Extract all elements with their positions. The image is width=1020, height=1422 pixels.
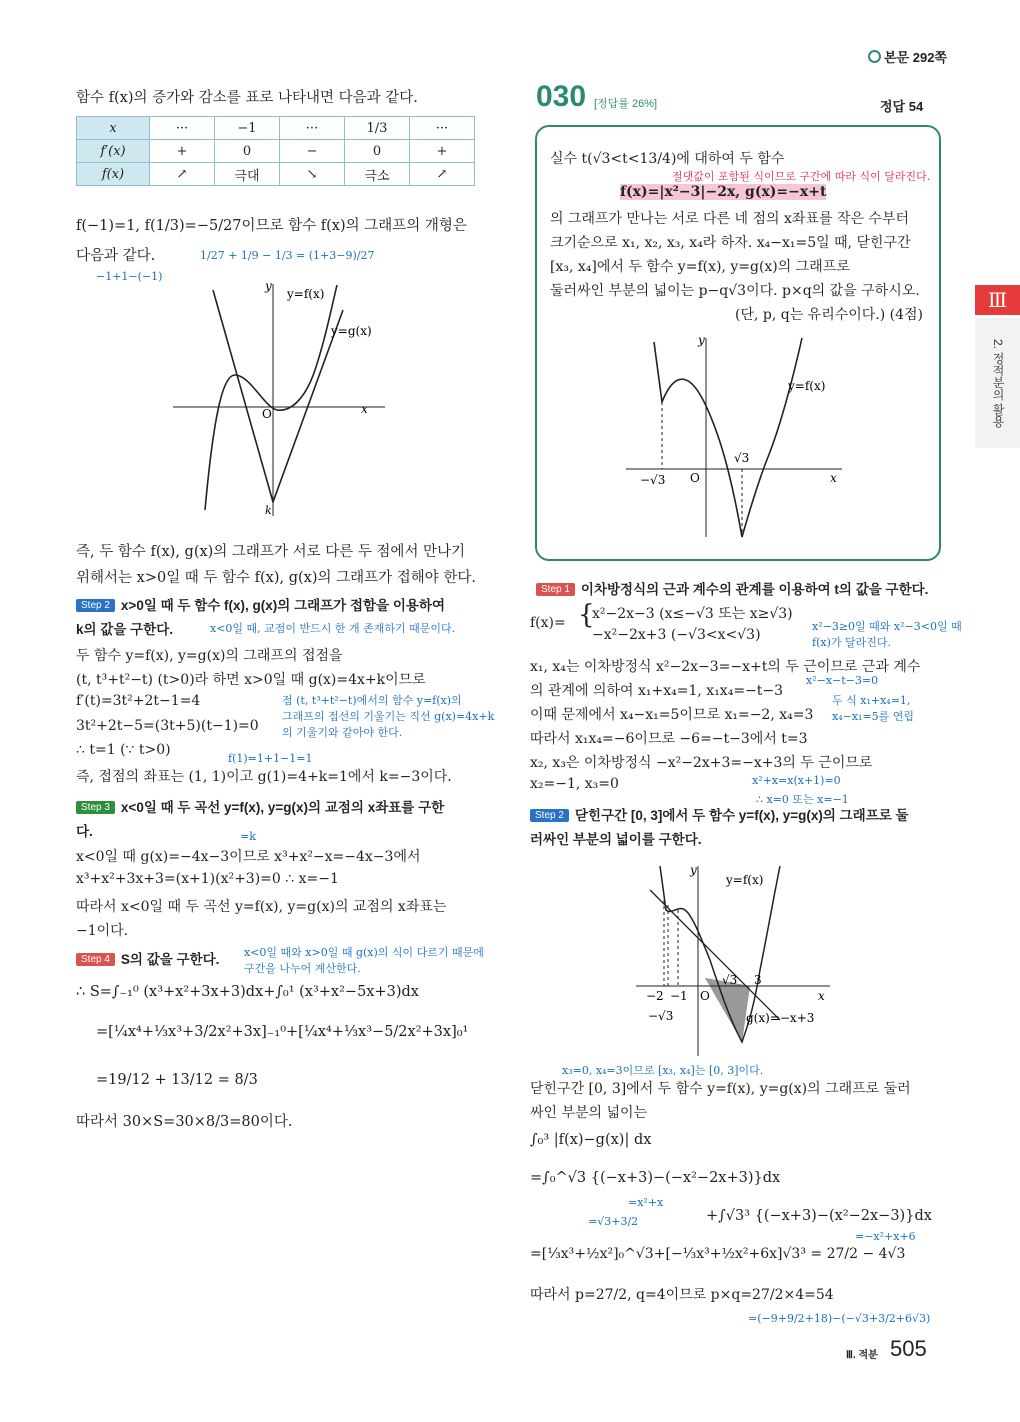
solution-line: x³+x²+3x+3=(x+1)(x²+3)=0 ∴ x=−1 — [76, 871, 339, 887]
problem-line: 실수 t(√3<t<13/4)에 대하여 두 함수 — [550, 151, 785, 167]
solution-line: 따라서 x<0일 때 두 곡선 y=f(x), y=g(x)의 교점의 x좌표는 — [76, 899, 447, 915]
step-badge: Step 3 — [76, 801, 115, 814]
annotation-note: 의 기울기와 같아야 한다. — [282, 726, 403, 739]
paragraph: 즉, 두 함수 f(x), g(x)의 그래프가 서로 다른 두 점에서 만나기 — [76, 544, 466, 560]
solution-line: 즉, 접점의 좌표는 (1, 1)이고 g(1)=4+k=1에서 k=−3이다. — [76, 769, 452, 785]
y-label: y — [265, 280, 272, 293]
table-cell: ↗ — [410, 163, 475, 186]
solution-line: x₂=−1, x₃=0 — [530, 776, 619, 792]
table-cell: + — [410, 140, 475, 163]
page-ref-text: 본문 292쪽 — [884, 50, 947, 65]
step-title: 이차방정식의 근과 계수의 관계를 이용하여 t의 값을 구한다. — [580, 582, 929, 597]
problem-line: 의 그래프가 만나는 서로 다른 네 점의 x좌표를 작은 수부터 — [550, 211, 909, 227]
answer-rate: [정답률 26%] — [594, 98, 658, 110]
solution-line: ∴ t=1 (∵ t>0) — [76, 742, 171, 758]
annotation-note: f(x)가 달라진다. — [812, 636, 891, 649]
origin-label: O — [262, 407, 272, 421]
table-row — [77, 163, 475, 186]
annotation-note: x₃=0, x₄=3이므로 [x₃, x₄]는 [0, 3]이다. — [562, 1064, 764, 1077]
step-badge: Step 2 — [76, 599, 115, 612]
step-title: 닫힌구간 [0, 3]에서 두 함수 y=f(x), y=g(x)의 그래프로 둘 — [574, 808, 909, 823]
paragraph: f(−1)=1, f(1/3)=−5/27이므로 함수 f(x)의 그래프의 개형은 — [76, 218, 467, 234]
x-label: x — [361, 402, 368, 416]
solution-line: 따라서 p=27/2, q=4이므로 p×q=27/2×4=54 — [530, 1287, 834, 1303]
tick-label: −√3 — [648, 1009, 674, 1023]
annotation-note: ∴ x=0 또는 x=−1 — [756, 793, 849, 806]
annotation-note: =x²+x — [628, 1196, 664, 1209]
step-badge: Step 1 — [536, 583, 575, 596]
annotation-note: =√3+3/2 — [588, 1215, 639, 1228]
curve-f-label: y=f(x) — [287, 287, 325, 301]
piecewise-f-label: f(x)= — [530, 615, 566, 631]
x-label: x — [818, 989, 825, 1003]
annotation-note: 두 식 x₁+x₄=1, — [832, 694, 911, 707]
table-cell: 극소 — [345, 163, 410, 186]
answer-label: 정답 54 — [880, 99, 924, 114]
page-ref — [868, 47, 947, 66]
annotation-note: −1+1−(−1) — [96, 270, 163, 283]
solution-line: =[⅓x³+½x²]₀^√3+[−⅓x³+½x²+6x]√3³ = 27/2 − 4√3 — [530, 1246, 906, 1262]
annotation-note: x₄−x₁=5를 연립 — [832, 710, 915, 723]
solution-line: =∫₀^√3 {(−x+3)−(−x²−2x+3)}dx — [530, 1170, 781, 1186]
annotation-note: 구간을 나누어 계산한다. — [244, 962, 361, 975]
tick-label: −√3 — [640, 473, 666, 487]
line-g-label: g(x)=−x+3 — [746, 1011, 815, 1025]
step-badge: Step 2 — [530, 809, 569, 822]
step-title-cont: k의 값을 구한다. — [76, 622, 174, 637]
table-cell: ··· — [410, 117, 475, 140]
function-definition: f(x)=|x²−3|−2x, g(x)=−x+t — [620, 184, 827, 200]
table-cell: 0 — [215, 140, 280, 163]
y-label: y — [698, 333, 705, 347]
annotation-note: x²−x−t−3=0 — [806, 674, 879, 687]
step2-heading — [76, 594, 445, 614]
tick-label: −1 — [670, 989, 688, 1003]
solution-line: x<0일 때 g(x)=−4x−3이므로 x³+x²−x=−4x−3에서 — [76, 849, 421, 865]
brace-icon: { — [578, 600, 595, 630]
origin-label: O — [690, 471, 700, 485]
step3-heading — [76, 796, 444, 816]
solution-line: 닫힌구간 [0, 3]에서 두 함수 y=f(x), y=g(x)의 그래프로 둘러 — [530, 1081, 911, 1097]
table-cell: x — [77, 117, 150, 140]
problem-line: 크기순으로 x₁, x₂, x₃, x₄라 하자. x₄−x₁=5일 때, 닫힌구간 — [550, 235, 911, 251]
step-title: x>0일 때 두 함수 f(x), g(x)의 그래프가 접함을 이용하여 — [120, 598, 446, 613]
step-badge: Step 4 — [76, 953, 115, 966]
problem-line: [x₃, x₄]에서 두 함수 y=f(x), y=g(x)의 그래프로 — [550, 259, 850, 275]
table-cell: ··· — [280, 117, 345, 140]
table-row — [77, 140, 475, 163]
tick-label: √3 — [722, 973, 738, 987]
step-title: x<0일 때 두 곡선 y=f(x), y=g(x)의 교점의 x좌표를 구한 — [120, 800, 445, 815]
solution-line: x₂, x₃은 이차방정식 −x²−2x+3=−x+3의 두 근이므로 — [530, 755, 873, 771]
curve-f — [205, 285, 337, 510]
table-cell: − — [280, 140, 345, 163]
table-cell: ↘ — [280, 163, 345, 186]
solution-line: 의 관계에 의하여 x₁+x₄=1, x₁x₄=−t−3 — [530, 683, 784, 699]
solution-line: x₁, x₄는 이차방정식 x²−2x−3=−x+t의 두 근이므로 근과 계수 — [530, 659, 921, 675]
table-cell: 0 — [345, 140, 410, 163]
chapter-tab: Ⅲ — [975, 285, 1020, 315]
solution-line: ∴ S=∫₋₁⁰ (x³+x²+3x+3)dx+∫₀¹ (x³+x²−5x+3)dx — [76, 984, 419, 1000]
origin-label: O — [700, 989, 710, 1003]
circle-bullet-icon — [868, 50, 881, 63]
problem-line: 둘러싸인 부분의 넓이는 p−q√3이다. p×q의 값을 구하시오. — [550, 283, 920, 299]
table-cell: 1/3 — [345, 117, 410, 140]
solution-line: 3t²+2t−5=(3t+5)(t−1)=0 — [76, 718, 259, 734]
annotation-note: =−x²+x+6 — [855, 1230, 916, 1243]
annotation-note: x²+x=x(x+1)=0 — [752, 774, 841, 787]
page-number: 505 — [890, 1336, 927, 1361]
piecewise-case: −x²−2x+3 (−√3<x<√3) — [592, 627, 761, 643]
intro-text: 함수 f(x)의 증가와 감소를 표로 나타내면 다음과 같다. — [76, 90, 418, 106]
section-side-label: 2. 정적분의 활용 — [975, 318, 1020, 448]
table-cell: f′(x) — [77, 140, 150, 163]
solution-line: ∫₀³ |f(x)−g(x)| dx — [530, 1132, 652, 1148]
table-cell: f(x) — [77, 163, 150, 186]
table-cell: ↗ — [150, 163, 215, 186]
problem-number: 030 — [536, 80, 587, 113]
graph-area-region — [630, 860, 840, 1060]
annotation-note: x<0일 때와 x>0일 때 g(x)의 식이 다르기 때문에 — [244, 946, 484, 959]
paragraph: 다음과 같다. — [76, 248, 156, 264]
tick-label: 3 — [754, 973, 762, 987]
table-cell: 극대 — [215, 163, 280, 186]
solution-line: =[¼x⁴+⅓x³+3/2x²+3x]₋₁⁰+[¼x⁴+⅓x³−5/2x²+3x]₀¹ — [96, 1024, 469, 1040]
solution-line: +∫√3³ {(−x+3)−(x²−2x−3)}dx — [706, 1208, 932, 1224]
table-row — [77, 117, 475, 140]
curve-f — [654, 338, 802, 537]
piecewise-case: x²−2x−3 (x≤−√3 또는 x≥√3) — [592, 606, 793, 622]
curve-g-label: y=g(x) — [331, 324, 372, 338]
curve-f-label: y=f(x) — [788, 379, 826, 393]
step1-heading — [536, 578, 928, 598]
solution-line: f′(t)=3t²+2t−1=4 — [76, 693, 201, 709]
curve-f-label: y=f(x) — [726, 873, 764, 887]
annotation-note: 1/27 + 1/9 − 1/3 = (1+3−9)/27 — [200, 249, 375, 262]
solution-line: =19/12 + 13/12 = 8/3 — [96, 1072, 258, 1088]
annotation-note: f(1)=1+1−1=1 — [228, 752, 313, 765]
step-title-cont: 다. — [76, 824, 93, 839]
y-label: y — [690, 863, 697, 877]
increase-decrease-table — [76, 116, 475, 186]
annotation-note: =k — [240, 830, 256, 843]
tick-label: −2 — [646, 989, 664, 1003]
table-cell: + — [150, 140, 215, 163]
annotation-note: =(−9+9/2+18)−(−√3+3/2+6√3) — [748, 1312, 931, 1325]
solution-line: 따라서 30×S=30×8/3=80이다. — [76, 1114, 293, 1130]
table-cell: −1 — [215, 117, 280, 140]
curve-g — [213, 290, 343, 502]
graph-f-problem — [620, 332, 850, 542]
solution-line: 두 함수 y=f(x), y=g(x)의 그래프의 접점을 — [76, 648, 343, 664]
step4-heading — [76, 948, 219, 968]
solution-line: −1이다. — [76, 923, 129, 939]
step2r-heading — [530, 804, 909, 824]
problem-line: (단, p, q는 유리수이다.) (4점) — [735, 307, 924, 323]
solution-line: 이때 문제에서 x₄−x₁=5이므로 x₁=−2, x₄=3 — [530, 707, 814, 723]
step-title-cont: 러싸인 부분의 넓이를 구한다. — [530, 832, 702, 847]
paragraph: 위해서는 x>0일 때 두 함수 f(x), g(x)의 그래프가 접해야 한다. — [76, 570, 477, 586]
step-title: S의 값을 구한다. — [120, 952, 220, 967]
graph-f-g-left — [165, 280, 395, 520]
annotation-note: 그래프의 접선의 기울기는 직선 g(x)=4x+k — [282, 710, 495, 723]
annotation-note: x²−3≥0일 때와 x²−3<0일 때 — [812, 620, 962, 633]
solution-line: 따라서 x₁x₄=−6이므로 −6=−t−3에서 t=3 — [530, 731, 808, 747]
annotation-note: 점 (t, t³+t²−t)에서의 함수 y=f(x)의 — [282, 694, 462, 707]
k-label: k — [265, 504, 272, 517]
x-label: x — [830, 471, 837, 485]
solution-line: (t, t³+t²−t) (t>0)라 하면 x>0일 때 g(x)=4x+k이므로 — [76, 672, 426, 688]
table-cell: ··· — [150, 117, 215, 140]
annotation-note: x<0일 때, 교점이 반드시 한 개 존재하기 때문이다. — [210, 622, 456, 635]
tick-label: √3 — [734, 451, 750, 465]
footer-section: Ⅲ. 적분 — [846, 1350, 878, 1361]
solution-line: 싸인 부분의 넓이는 — [530, 1105, 648, 1121]
annotation-note: 절댓값이 포함된 식이므로 구간에 따라 식이 달라진다. — [672, 170, 931, 183]
